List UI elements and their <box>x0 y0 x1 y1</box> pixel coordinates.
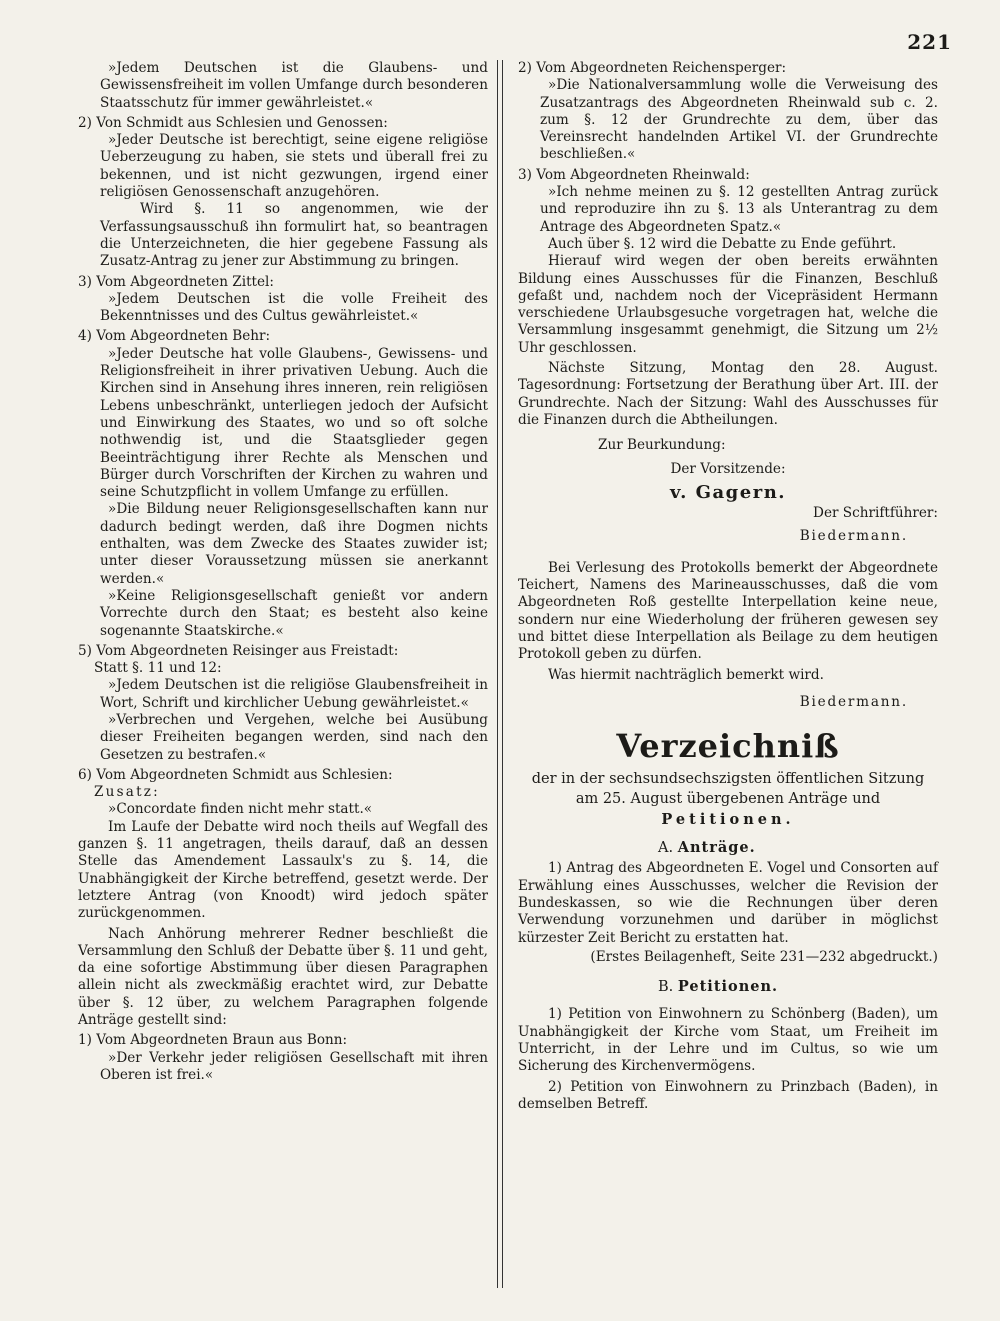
motion-heading: 6) Vom Abgeordneten Schmidt aus Schlesien: <box>78 766 393 783</box>
column-divider <box>497 60 503 1288</box>
paragraph: Wird §. 11 so angenommen, wie der Verfassungsausschuß ihn formulirt hat, so beantragen die Unterzeichneten, die hier gegebene Fassung als Zusatz-Antrag zu jener zur Abstimmung zu bringen. <box>100 201 488 270</box>
quote: »Die Bildung neuer Religionsgesellschaften kann nur dadurch bedingt werden, daß ihre Dogmen nichts enthalten, was dem Zwecke des Staates zuwider ist; unter dieser Voraussetzung müssen sie anerkannt werden.« <box>100 501 488 587</box>
print-reference: (Erstes Beilagenheft, Seite 231—232 abgedruckt.) <box>590 948 938 965</box>
paragraph: Was hiermit nachträglich bemerkt wird. <box>548 666 824 683</box>
chair-label: Der Vorsitzende: <box>670 460 786 477</box>
secretary-signature: Biedermann. <box>799 693 908 710</box>
quote: »Jeder Deutsche ist berechtigt, seine eigene religiöse Ueberzeugung zu haben, sie stets und überall frei zu bekennen, und ist nicht gezwungen, irgend einer religiösen Genossenschaft anzugehören. <box>100 132 488 201</box>
motion-heading: 1) Vom Abgeordneten Braun aus Bonn: <box>78 1032 348 1049</box>
quote: »Verbrechen und Vergehen, welche bei Ausübung dieser Freiheiten begangen werden, sind nach den Gesetzen zu bestrafen.« <box>100 711 488 763</box>
chair-signature: v. Gagern. <box>669 481 787 503</box>
section-title: Petitionen. <box>677 978 779 996</box>
paragraph: Bei Verlesung des Protokolls bemerkt der Abgeordnete Teichert, Namens des Marineausschusses, daß die vom Abgeordneten Roß gestellte Interpellation keine neue, sondern nur eine Wiederholung der früheren gewesen sey und bittet diese Interpellation als Beilage zu dem heutigen Protokoll geben zu dürfen. <box>518 559 938 663</box>
quote: »Jedem Deutschen ist die religiöse Glaubensfreiheit in Wort, Schrift und kirchlicher Uebung gewährleistet.« <box>100 677 488 711</box>
paragraph: Nach Anhörung mehrerer Redner beschließt die Versammlung den Schluß der Debatte über §. 11 und geht, da eine sofortige Abstimmung über diesen Paragraphen allein nicht als zweckmäßig erachtet wird, zur Debatte über §. 12 über, zu welchem Paragraphen folgende Anträge gestellt sind: <box>78 925 488 1029</box>
quote: »Concordate finden nicht mehr statt.« <box>108 801 373 818</box>
paragraph: Im Laufe der Debatte wird noch theils auf Wegfall des ganzen §. 11 angetragen, theils darauf, daß an dessen Stelle das Amendement Lassaulx's zu §. 14, die Unabhängigkeit der Kirche betreffend, gesetzt werde. Der letztere Antrag (von Knoodt) wird jedoch später zurückgenommen. <box>78 818 488 922</box>
motion-heading: 4) Vom Abgeordneten Behr: <box>78 328 271 345</box>
register-subtitle: am 25. August übergebenen Anträge und <box>575 791 881 808</box>
petition-entry: 1) Petition von Einwohnern zu Schönberg (Baden), um Unabhängigkeit der Kirche vom Staat, um Freiheit im Unterricht, in der Lehre und im Cultus, so wie um Sicherung des Kirchenvermögens. <box>518 1006 938 1075</box>
section-heading-b <box>518 978 938 996</box>
quote: »Jedem Deutschen ist die Glaubens- und Gewissensfreiheit im vollen Umfange durch besonderen Staatsschutz für immer gewährleistet.« <box>100 60 488 111</box>
paragraph: Nächste Sitzung, Montag den 28. August. Tagesordnung: Fortsetzung der Berathung über Art. III. der Grundrechte. Nach der Sitzung: Wahl des Ausschusses für die Finanzen durch die Abtheilungen. <box>518 360 938 428</box>
quote: »Der Verkehr jeder religiösen Gesellschaft mit ihren Oberen ist frei.« <box>100 1049 488 1083</box>
section-letter: B. <box>658 979 674 996</box>
motion-heading: 5) Vom Abgeordneten Reisinger aus Freistadt: <box>78 642 399 659</box>
register-subtitle: der in der sechsundsechszigsten öffentlichen Sitzung <box>531 771 925 788</box>
motion-subheading: Zusatz: <box>94 784 160 801</box>
quote: »Jeder Deutsche hat volle Glaubens-, Gewissens- und Religionsfreiheit in ihrer privativen Uebung. Auch die Kirchen sind in Ansehung ihres inneren, rein religiösen Lebens unbeschränkt, unterliegen jedoch der Aufsicht und Einwirkung des Staates, wo und so oft solche nothwendig ist, und die Staatsglieder gegen Beeinträchtigung ihrer Rechte als Menschen und Bürger durch Vorschriften der Kirchen zu wahren und seine Schutzpflicht in vollem Umfange zu erfüllen. <box>100 345 488 501</box>
page-number: 221 <box>907 30 952 54</box>
motion-entry: 1) Antrag des Abgeordneten E. Vogel und Consorten auf Erwählung eines Ausschusses, welcher die Revision der Bundeskassen, so wie die Rechnungen über deren Verwendung vorzunehmen und darüber in möglichst kürzester Zeit Bericht zu erstatten hat. <box>518 860 938 946</box>
motion-heading: 2) Vom Abgeordneten Reichensperger: <box>518 60 787 76</box>
motion-heading: 3) Vom Abgeordneten Zittel: <box>78 273 274 290</box>
secretary-label: Der Schriftführer: <box>813 505 938 522</box>
section-letter: A. <box>658 840 674 857</box>
quote: »Ich nehme meinen zu §. 12 gestellten Antrag zurück und reproduzire ihn zu §. 13 als Unterantrag zu dem Antrage des Abgeordneten Spatz.« <box>540 184 938 235</box>
register-subtitle: Petitionen. <box>661 811 795 829</box>
section-title: Anträge. <box>677 839 756 857</box>
quote: »Die Nationalversammlung wolle die Verweisung des Zusatzantrags des Abgeordneten Rheinwald sub c. 2. zum §. 12 der Grundrechte zu dem, über das Vereinsrecht handelnden Artikel VI. der Grundrechte beschließen.« <box>540 77 938 163</box>
section-heading-a <box>518 839 938 857</box>
left-column <box>78 60 488 1084</box>
motion-heading: 2) Von Schmidt aus Schlesien und Genossen: <box>78 114 388 131</box>
motion-heading: 3) Vom Abgeordneten Rheinwald: <box>518 166 750 183</box>
paragraph: Hierauf wird wegen der oben bereits erwähnten Bildung eines Ausschusses für die Finanzen, Beschluß gefaßt und, nachdem noch der Vicepräsident Hermann verschiedene Urlaubsgesuche vorgetragen hat, welche die Versammlung insgesammt genehmigt, die Sitzung um 2½ Uhr geschlossen. <box>518 253 938 356</box>
certification-label: Zur Beurkundung: <box>598 437 726 454</box>
petition-entry: 2) Petition von Einwohnern zu Prinzbach (Baden), in demselben Betreff. <box>518 1078 938 1112</box>
quote: »Jedem Deutschen ist die volle Freiheit des Bekenntnisses und des Cultus gewährleistet.« <box>100 290 488 325</box>
register-title: Verzeichniß <box>616 727 840 766</box>
paragraph: Auch über §. 12 wird die Debatte zu Ende geführt. <box>548 235 897 252</box>
secretary-signature: Biedermann. <box>799 528 908 545</box>
quote: »Keine Religionsgesellschaft genießt vor andern Vorrechte durch den Staat; es besteht also keine sogenannte Staatskirche.« <box>100 587 488 639</box>
motion-subheading: Statt §. 11 und 12: <box>94 660 222 677</box>
right-column <box>518 60 938 1113</box>
